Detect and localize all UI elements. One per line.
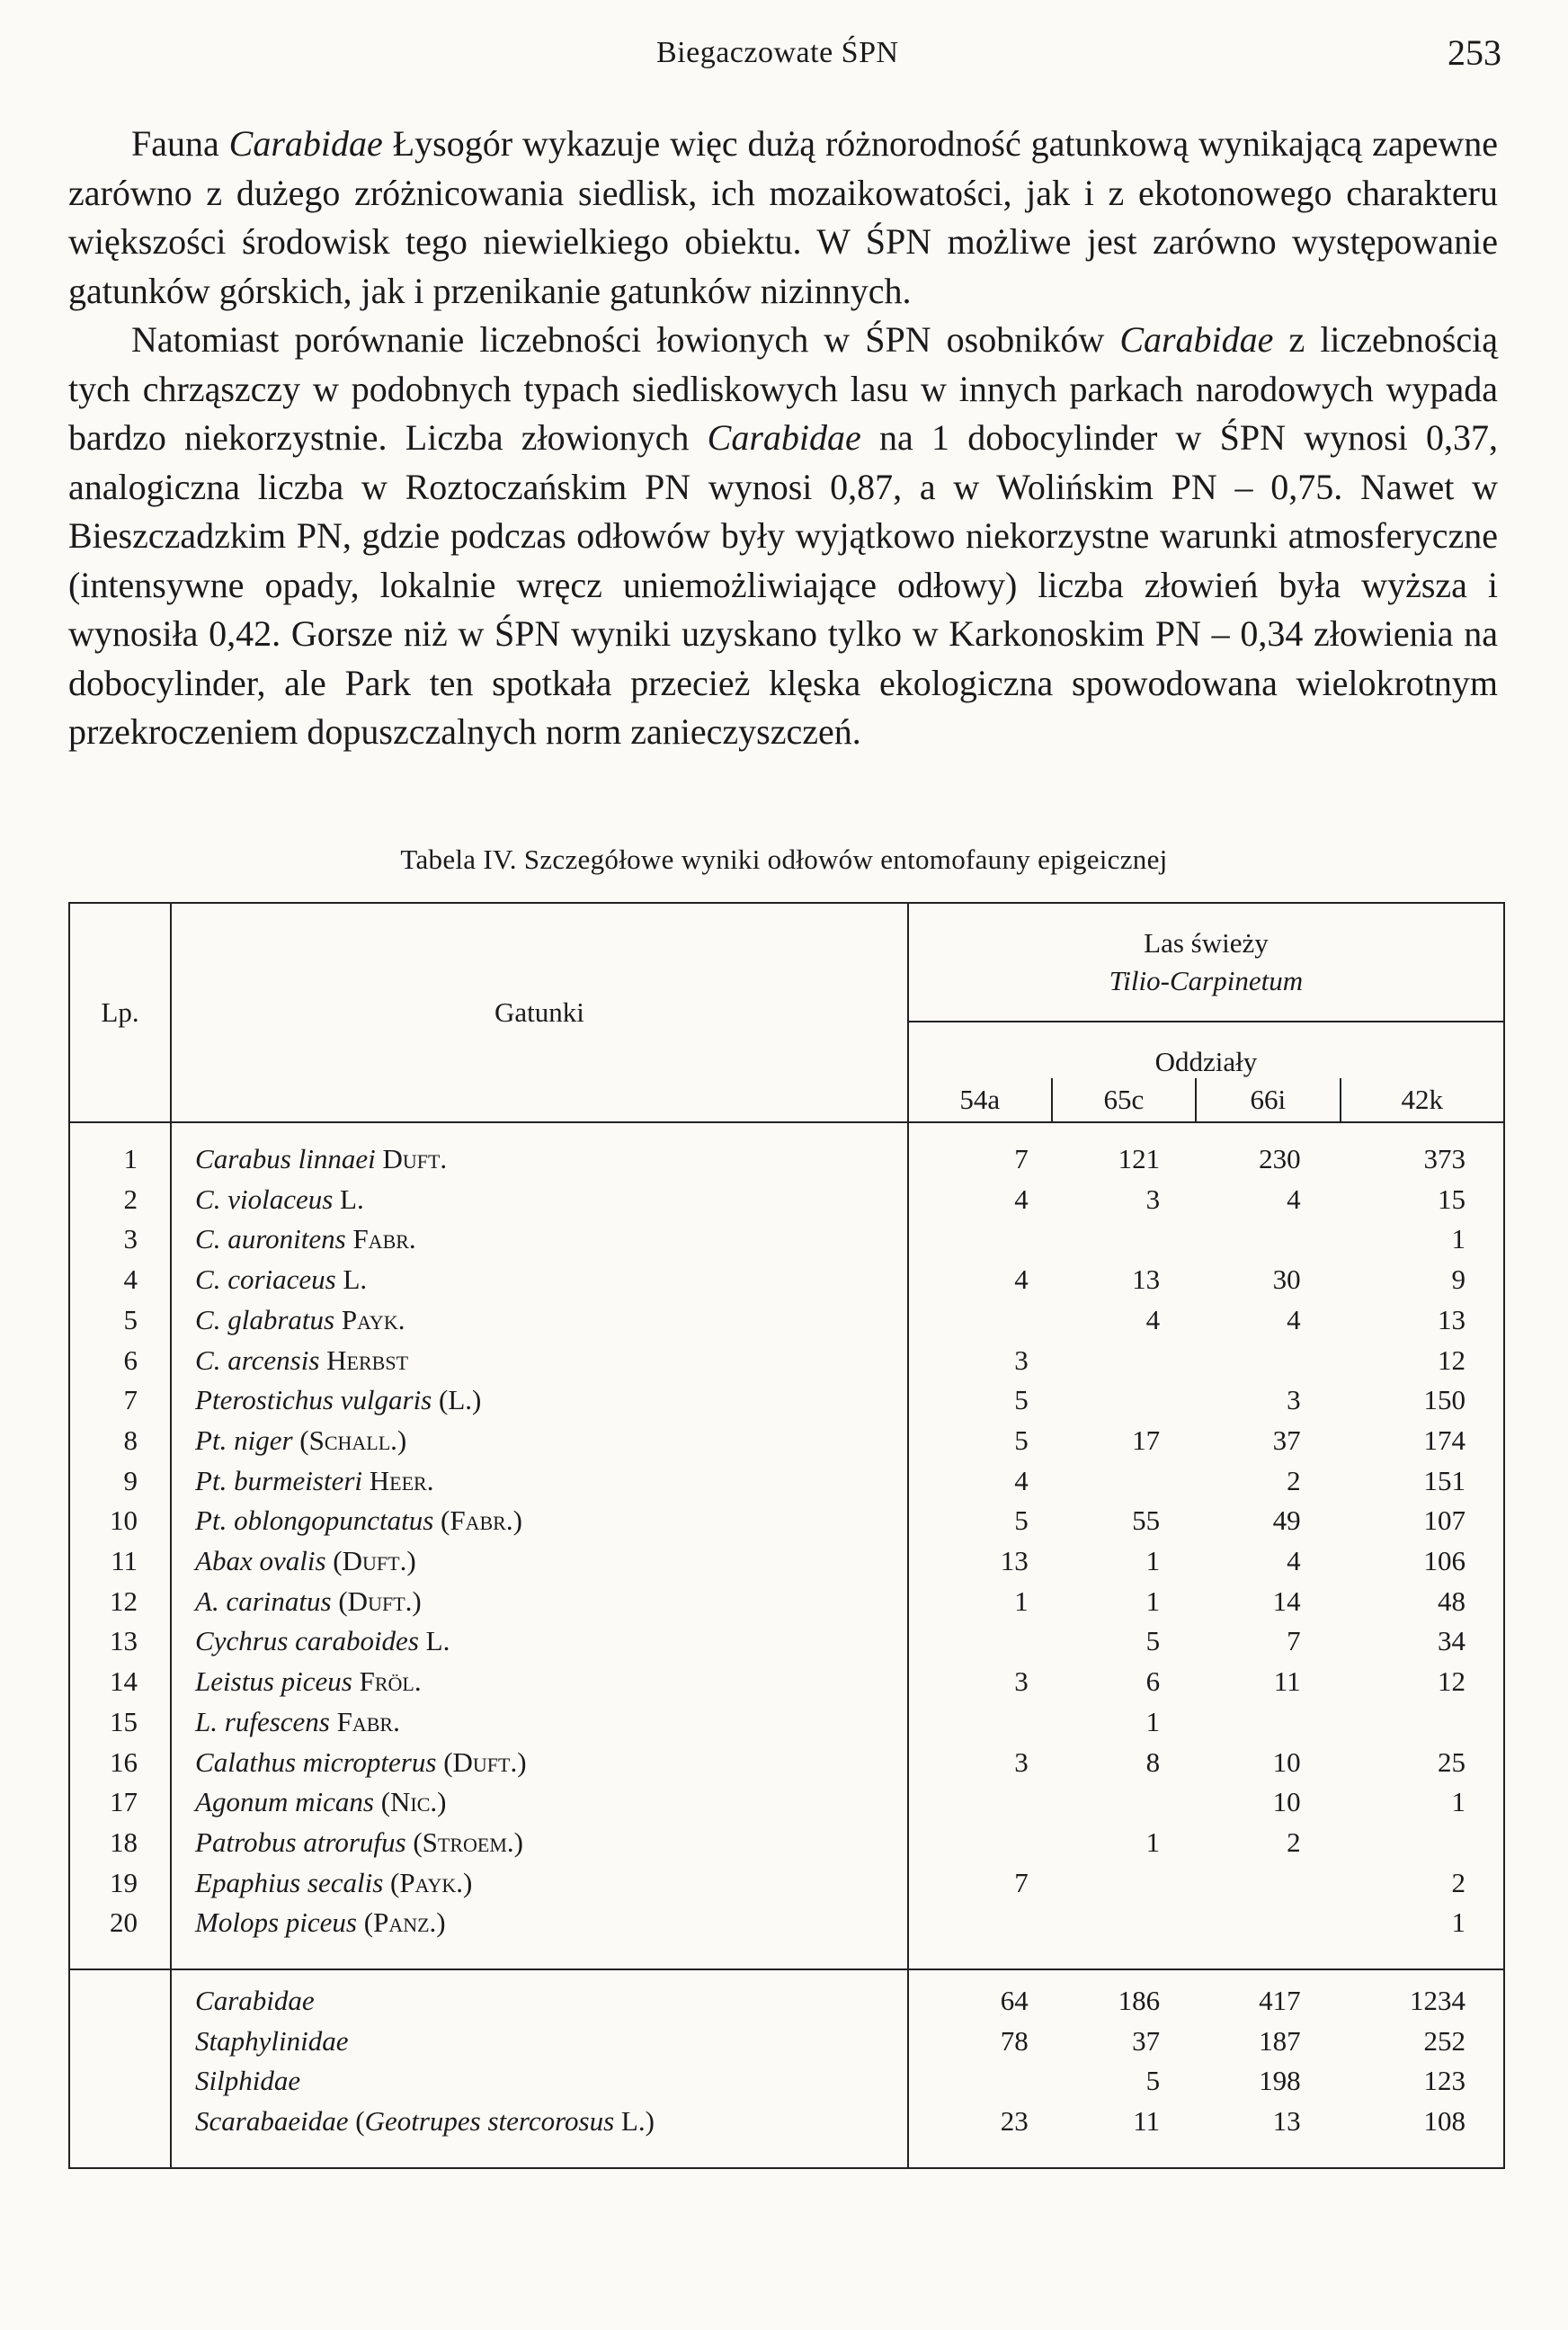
table-caption: Tabela IV. Szczegółowe wyniki odłowów entomofauny epigeicznej (400, 844, 1168, 875)
count-cell: 17 (1132, 1424, 1161, 1456)
table-row (69, 1702, 1504, 1743)
count-cell: 2 (1451, 1866, 1466, 1898)
row-number: 7 (69, 1380, 171, 1421)
count-cell (1196, 1903, 1341, 1943)
header-forest-type (908, 903, 1504, 1022)
total-cell: 11 (1133, 2105, 1161, 2138)
count-cell: 3 (1014, 1665, 1029, 1698)
total-cell: 417 (1196, 1969, 1341, 2022)
species-author: (L.) (439, 1384, 482, 1416)
table-row (69, 1662, 1504, 1702)
header-species: Gatunki (171, 903, 908, 1122)
row-number: 3 (69, 1219, 171, 1260)
count-cell: 1 (1451, 1786, 1466, 1818)
row-number: 1 (69, 1139, 171, 1180)
count-cell: 3 (1014, 1745, 1029, 1778)
row-number (69, 2102, 171, 2142)
species-name (171, 1380, 908, 1421)
family-label: Carabidae (195, 1985, 315, 2017)
family-name (171, 1969, 908, 2022)
table-row (69, 1260, 1504, 1300)
total-cell: 78 (1000, 2024, 1029, 2057)
total-cell: 37 (1132, 2024, 1161, 2057)
text-segment: z liczebnością tych chrząszczy w podobnych typach siedliskowych lasu w innych parkach narodowych wypada bardzo niekorzystnie. Liczba złowionych (68, 319, 1498, 458)
species-name (171, 1621, 908, 1662)
header-division-4: 42k (1341, 1078, 1504, 1122)
family-species-note: Geotrupes stercorosus (364, 2105, 615, 2138)
forest-type-label: Las świeży (1144, 927, 1269, 959)
count-cell: 8 (1145, 1745, 1161, 1778)
species-author: L. (425, 1625, 450, 1657)
family-name (171, 2022, 908, 2062)
text-segment: Łysogór wykazuje więc dużą różnorodność gatunkową wynikającą zapewne zarówno z dużego zróżnicowania siedlisk, ich mozaikowatości, jak i z ekotonowego charakteru większości środowisk tego niewielkiego obiektu. W ŚPN możliwe jest zarówno występowanie gatunków górskich, jak i przenikanie gatunków nizinnych. (68, 123, 1498, 311)
count-cell: 230 (1259, 1143, 1301, 1174)
species-author: (Fabr.) (441, 1504, 522, 1537)
species-name (171, 1501, 908, 1541)
results-table-container (68, 902, 1505, 2169)
species-genus: C. coriaceus (195, 1263, 336, 1296)
count-cell: 7 (1287, 1625, 1301, 1657)
species-name (171, 1300, 908, 1341)
total-cell: 252 (1423, 2024, 1466, 2057)
paragraph-2 (68, 316, 1498, 757)
text-segment: na 1 dobocylinder w ŚPN wynosi 0,37, analogiczna liczba w Roztoczańskim PN wynosi 0,87, a w Wolińskim PN – 0,75. Nawet w Bieszczadzkim PN, gdzie podczas odłowów były wyjątkowo niekorzystne warunki atmosferyczne (intensywne opady, lokalnie wręcz uniemożliwiające odłowy) liczba złowień była wyższa i wynosiła 0,42. Gorsze niż w ŚPN wyniki uzyskano tylko w Karkonoskim PN – 0,34 złowienia na dobocylinder, ale Park ten spotkała przecież klęska ekologiczna spowodowana wielokrotnym przekroczeniem dopuszczalnych norm zanieczyszczeń. (68, 417, 1499, 752)
row-number: 2 (69, 1180, 171, 1220)
count-cell: 55 (1132, 1504, 1161, 1537)
count-cell: 4 (1014, 1464, 1029, 1496)
count-cell: 1 (1145, 1545, 1161, 1577)
count-cell: 1 (1145, 1705, 1161, 1737)
count-cell: 2 (1287, 1464, 1301, 1496)
species-genus: C. violaceus (195, 1183, 334, 1215)
table-row (69, 1461, 1504, 1502)
total-cell: 187 (1259, 2024, 1301, 2057)
species-name (171, 1421, 908, 1461)
count-cell: 3 (1014, 1344, 1029, 1376)
spacer-cell (171, 1122, 908, 1139)
table-row (69, 1782, 1504, 1823)
species-genus: C. arcensis (195, 1344, 320, 1376)
row-number: 11 (69, 1541, 171, 1582)
count-cell: 1 (1145, 1585, 1161, 1617)
count-cell: 150 (1423, 1384, 1466, 1416)
species-genus: Leistus piceus (195, 1665, 352, 1698)
count-cell: 5 (1145, 1625, 1161, 1657)
table-row (69, 1743, 1504, 1783)
count-cell: 48 (1438, 1585, 1466, 1617)
count-cell: 1 (1451, 1906, 1466, 1939)
count-cell: 15 (1438, 1183, 1466, 1215)
species-name (171, 1341, 908, 1381)
species-name (171, 1662, 908, 1702)
count-cell: 34 (1438, 1625, 1466, 1657)
row-number: 10 (69, 1501, 171, 1541)
species-author: Herbst (326, 1344, 409, 1376)
count-cell (1052, 1380, 1196, 1421)
count-cell: 9 (1451, 1263, 1466, 1296)
table-row (69, 1380, 1504, 1421)
total-cell: 1234 (1341, 1969, 1504, 2022)
family-name: Scarabaeidae (Geotrupes stercorosus L.) (171, 2102, 908, 2142)
row-number: 19 (69, 1863, 171, 1904)
count-cell (1341, 1702, 1504, 1743)
species-name (171, 1461, 908, 1502)
species-author: (Duft.) (443, 1745, 527, 1778)
row-number: 18 (69, 1823, 171, 1863)
table-row (69, 1541, 1504, 1582)
species-name (171, 1823, 908, 1863)
spacer-row (69, 1122, 1504, 1139)
count-cell (908, 1219, 1052, 1260)
count-cell (908, 1300, 1052, 1341)
species-genus: C. auronitens (195, 1223, 346, 1255)
species-genus: C. glabratus (195, 1303, 335, 1335)
count-cell: 11 (1273, 1665, 1301, 1698)
species-author: (Panz.) (363, 1906, 446, 1939)
family-label: Scarabaeidae (195, 2105, 349, 2138)
count-cell: 13 (1000, 1545, 1029, 1577)
species-author: (Duft.) (338, 1585, 422, 1617)
species-genus: Abax ovalis (195, 1545, 326, 1577)
spacer-cell (908, 1122, 1052, 1139)
row-number: 13 (69, 1621, 171, 1662)
count-cell: 151 (1423, 1464, 1466, 1496)
species-author: Payk. (341, 1303, 405, 1335)
total-cell: 123 (1423, 2065, 1466, 2097)
count-cell: 5 (1014, 1504, 1029, 1537)
table-row (69, 1139, 1504, 1180)
header-division-2: 65c (1052, 1078, 1196, 1122)
count-cell: 4 (1287, 1545, 1301, 1577)
table-row (69, 1903, 1504, 1943)
species-author: L. (340, 1183, 364, 1215)
species-author: (Schall.) (299, 1424, 407, 1456)
association-label: Tilio-Carpinetum (1109, 965, 1304, 996)
spacer-cell (1341, 1943, 1504, 1969)
count-cell (1052, 1219, 1196, 1260)
count-cell (908, 1621, 1052, 1662)
count-cell (1196, 1702, 1341, 1743)
species-name (171, 1903, 908, 1943)
spacer-cell (1196, 1943, 1341, 1969)
row-number: 6 (69, 1341, 171, 1381)
table-row (69, 1219, 1504, 1260)
table-row (69, 1300, 1504, 1341)
row-number: 15 (69, 1702, 171, 1743)
table-row (69, 1582, 1504, 1622)
species-genus: Pt. oblongopunctatus (195, 1504, 434, 1537)
total-cell: 186 (1052, 1969, 1196, 2022)
species-name (171, 1782, 908, 1823)
spacer-row (69, 1943, 1504, 1969)
count-cell (908, 1823, 1052, 1863)
page-number: 253 (1448, 32, 1501, 73)
species-genus: A. carinatus (195, 1585, 332, 1617)
count-cell (1052, 1863, 1196, 1904)
row-number: 20 (69, 1903, 171, 1943)
count-cell: 4 (1287, 1183, 1301, 1215)
text-segment: Natomiast porównanie liczebności łowionych w ŚPN osobników (131, 319, 1120, 360)
total-cell: 5 (1145, 2065, 1161, 2097)
family-label: Staphylinidae (195, 2024, 349, 2057)
species-genus: Cychrus caraboides (195, 1625, 419, 1657)
total-cell: 23 (1000, 2105, 1029, 2138)
species-name (171, 1743, 908, 1783)
count-cell (908, 1782, 1052, 1823)
count-cell (1196, 1341, 1341, 1381)
count-cell: 174 (1423, 1424, 1466, 1456)
count-cell: 30 (1272, 1263, 1301, 1296)
text-segment: Carabidae (707, 417, 861, 458)
row-number (69, 2061, 171, 2102)
table-row (69, 1621, 1504, 1662)
row-number: 9 (69, 1461, 171, 1502)
results-table (68, 902, 1505, 2169)
species-author: Duft. (382, 1143, 448, 1174)
spacer-row (69, 2142, 1504, 2168)
total-cell: 64 (908, 1969, 1052, 2022)
species-genus: Pterostichus vulgaris (195, 1384, 432, 1416)
table-row (69, 1863, 1504, 1904)
count-cell: 1 (1014, 1585, 1029, 1617)
species-author: (Nic.) (380, 1786, 447, 1818)
count-cell (908, 1702, 1052, 1743)
spacer-cell (1341, 2142, 1504, 2168)
species-genus: Carabus linnaei (195, 1143, 376, 1174)
count-cell: 10 (1272, 1786, 1301, 1818)
species-genus: Molops piceus (195, 1906, 357, 1939)
text-segment: Carabidae (1119, 319, 1274, 360)
text-segment: Carabidae (228, 123, 383, 164)
row-number: 4 (69, 1260, 171, 1300)
species-name (171, 1582, 908, 1622)
header-lp: Lp. (69, 903, 171, 1122)
count-cell: 13 (1132, 1263, 1161, 1296)
count-cell: 7 (1014, 1866, 1029, 1898)
count-cell (1196, 1863, 1341, 1904)
count-cell: 4 (1014, 1263, 1029, 1296)
count-cell (1341, 1823, 1504, 1863)
species-author: Fröl. (359, 1665, 422, 1698)
species-name (171, 1139, 908, 1180)
spacer-cell (1196, 2142, 1341, 2168)
species-author: (Payk.) (390, 1866, 473, 1898)
count-cell: 37 (1272, 1424, 1301, 1456)
spacer-cell (69, 2142, 171, 2168)
paragraph-1 (68, 120, 1498, 316)
count-cell: 10 (1272, 1745, 1301, 1778)
count-cell (908, 1903, 1052, 1943)
count-cell: 1 (1145, 1826, 1161, 1858)
summary-row (69, 2022, 1504, 2062)
row-number: 14 (69, 1662, 171, 1702)
count-cell: 6 (1145, 1665, 1161, 1698)
count-cell: 4 (1014, 1183, 1029, 1215)
species-name (171, 1541, 908, 1582)
count-cell (1052, 1461, 1196, 1502)
species-name (171, 1219, 908, 1260)
count-cell: 5 (1014, 1384, 1029, 1416)
spacer-cell (1196, 1122, 1341, 1139)
species-author: L. (343, 1263, 368, 1296)
table-row (69, 1823, 1504, 1863)
row-number: 16 (69, 1743, 171, 1783)
header-divisions: Oddziały (1154, 1046, 1258, 1077)
table-row (69, 1501, 1504, 1541)
spacer-cell (171, 2142, 908, 2168)
count-cell: 106 (1423, 1545, 1466, 1577)
total-cell: 108 (1423, 2105, 1466, 2138)
species-author: (Duft.) (333, 1545, 416, 1577)
species-author: (Stroem.) (413, 1826, 523, 1858)
species-genus: Pt. burmeisteri (195, 1464, 363, 1496)
count-cell: 3 (1145, 1183, 1161, 1215)
count-cell: 12 (1438, 1344, 1466, 1376)
spacer-cell (908, 1943, 1052, 1969)
spacer-cell (1052, 1122, 1196, 1139)
count-cell (1196, 1219, 1341, 1260)
text-segment: Fauna (131, 123, 229, 164)
spacer-cell (1341, 1122, 1504, 1139)
header-division-3: 66i (1196, 1078, 1341, 1122)
count-cell: 1 (1451, 1223, 1466, 1255)
count-cell: 2 (1287, 1826, 1301, 1858)
row-number: 5 (69, 1300, 171, 1341)
total-cell: 198 (1259, 2065, 1301, 2097)
body-text (68, 120, 1498, 757)
table-body (69, 1122, 1504, 2168)
spacer-cell (908, 2142, 1052, 2168)
family-label: Silphidae (195, 2065, 301, 2097)
summary-row (69, 2102, 1504, 2142)
species-name (171, 1702, 908, 1743)
count-cell (1052, 1782, 1196, 1823)
count-cell: 14 (1272, 1585, 1301, 1617)
species-name (171, 1863, 908, 1904)
row-number: 17 (69, 1782, 171, 1823)
species-genus: Patrobus atrorufus (195, 1826, 406, 1858)
count-cell: 7 (1014, 1143, 1029, 1174)
count-cell: 12 (1438, 1665, 1466, 1698)
spacer-cell (1052, 2142, 1196, 2168)
family-name (171, 2061, 908, 2102)
count-cell: 4 (1287, 1303, 1301, 1335)
species-genus: L. rufescens (195, 1705, 330, 1737)
header-division-1: 54a (908, 1078, 1052, 1122)
count-cell (1052, 1341, 1196, 1381)
species-name (171, 1260, 908, 1300)
species-author: Heer. (369, 1464, 434, 1496)
species-author: Fabr. (352, 1223, 416, 1255)
table-row (69, 1341, 1504, 1381)
count-cell: 49 (1272, 1504, 1301, 1537)
family-species-author: L. (620, 2105, 646, 2138)
running-head (0, 27, 1568, 81)
count-cell (1052, 1903, 1196, 1943)
species-genus: Epaphius secalis (195, 1866, 384, 1898)
table-row (69, 1180, 1504, 1220)
count-cell: 4 (1145, 1303, 1161, 1335)
spacer-cell (1052, 1943, 1196, 1969)
total-cell: 13 (1272, 2105, 1301, 2138)
row-number (69, 1969, 171, 2022)
row-number: 12 (69, 1582, 171, 1622)
count-cell: 13 (1438, 1303, 1466, 1335)
row-number: 8 (69, 1421, 171, 1461)
count-cell: 3 (1287, 1384, 1301, 1416)
species-name (171, 1180, 908, 1220)
running-title: Biegaczowate ŚPN (656, 36, 899, 69)
summary-row (69, 2061, 1504, 2102)
row-number (69, 2022, 171, 2062)
spacer-cell (69, 1122, 171, 1139)
total-cell (908, 2061, 1052, 2102)
count-cell: 107 (1423, 1504, 1466, 1537)
spacer-cell (171, 1943, 908, 1969)
table-row (69, 1421, 1504, 1461)
species-author: Fabr. (336, 1705, 400, 1737)
count-cell: 25 (1438, 1745, 1466, 1778)
count-cell: 373 (1423, 1143, 1466, 1174)
species-genus: Pt. niger (195, 1424, 293, 1456)
count-cell: 5 (1014, 1424, 1029, 1456)
species-genus: Agonum micans (195, 1786, 374, 1818)
spacer-cell (69, 1943, 171, 1969)
count-cell: 121 (1118, 1143, 1161, 1174)
summary-row (69, 1969, 1504, 2022)
species-genus: Calathus micropterus (195, 1745, 437, 1778)
